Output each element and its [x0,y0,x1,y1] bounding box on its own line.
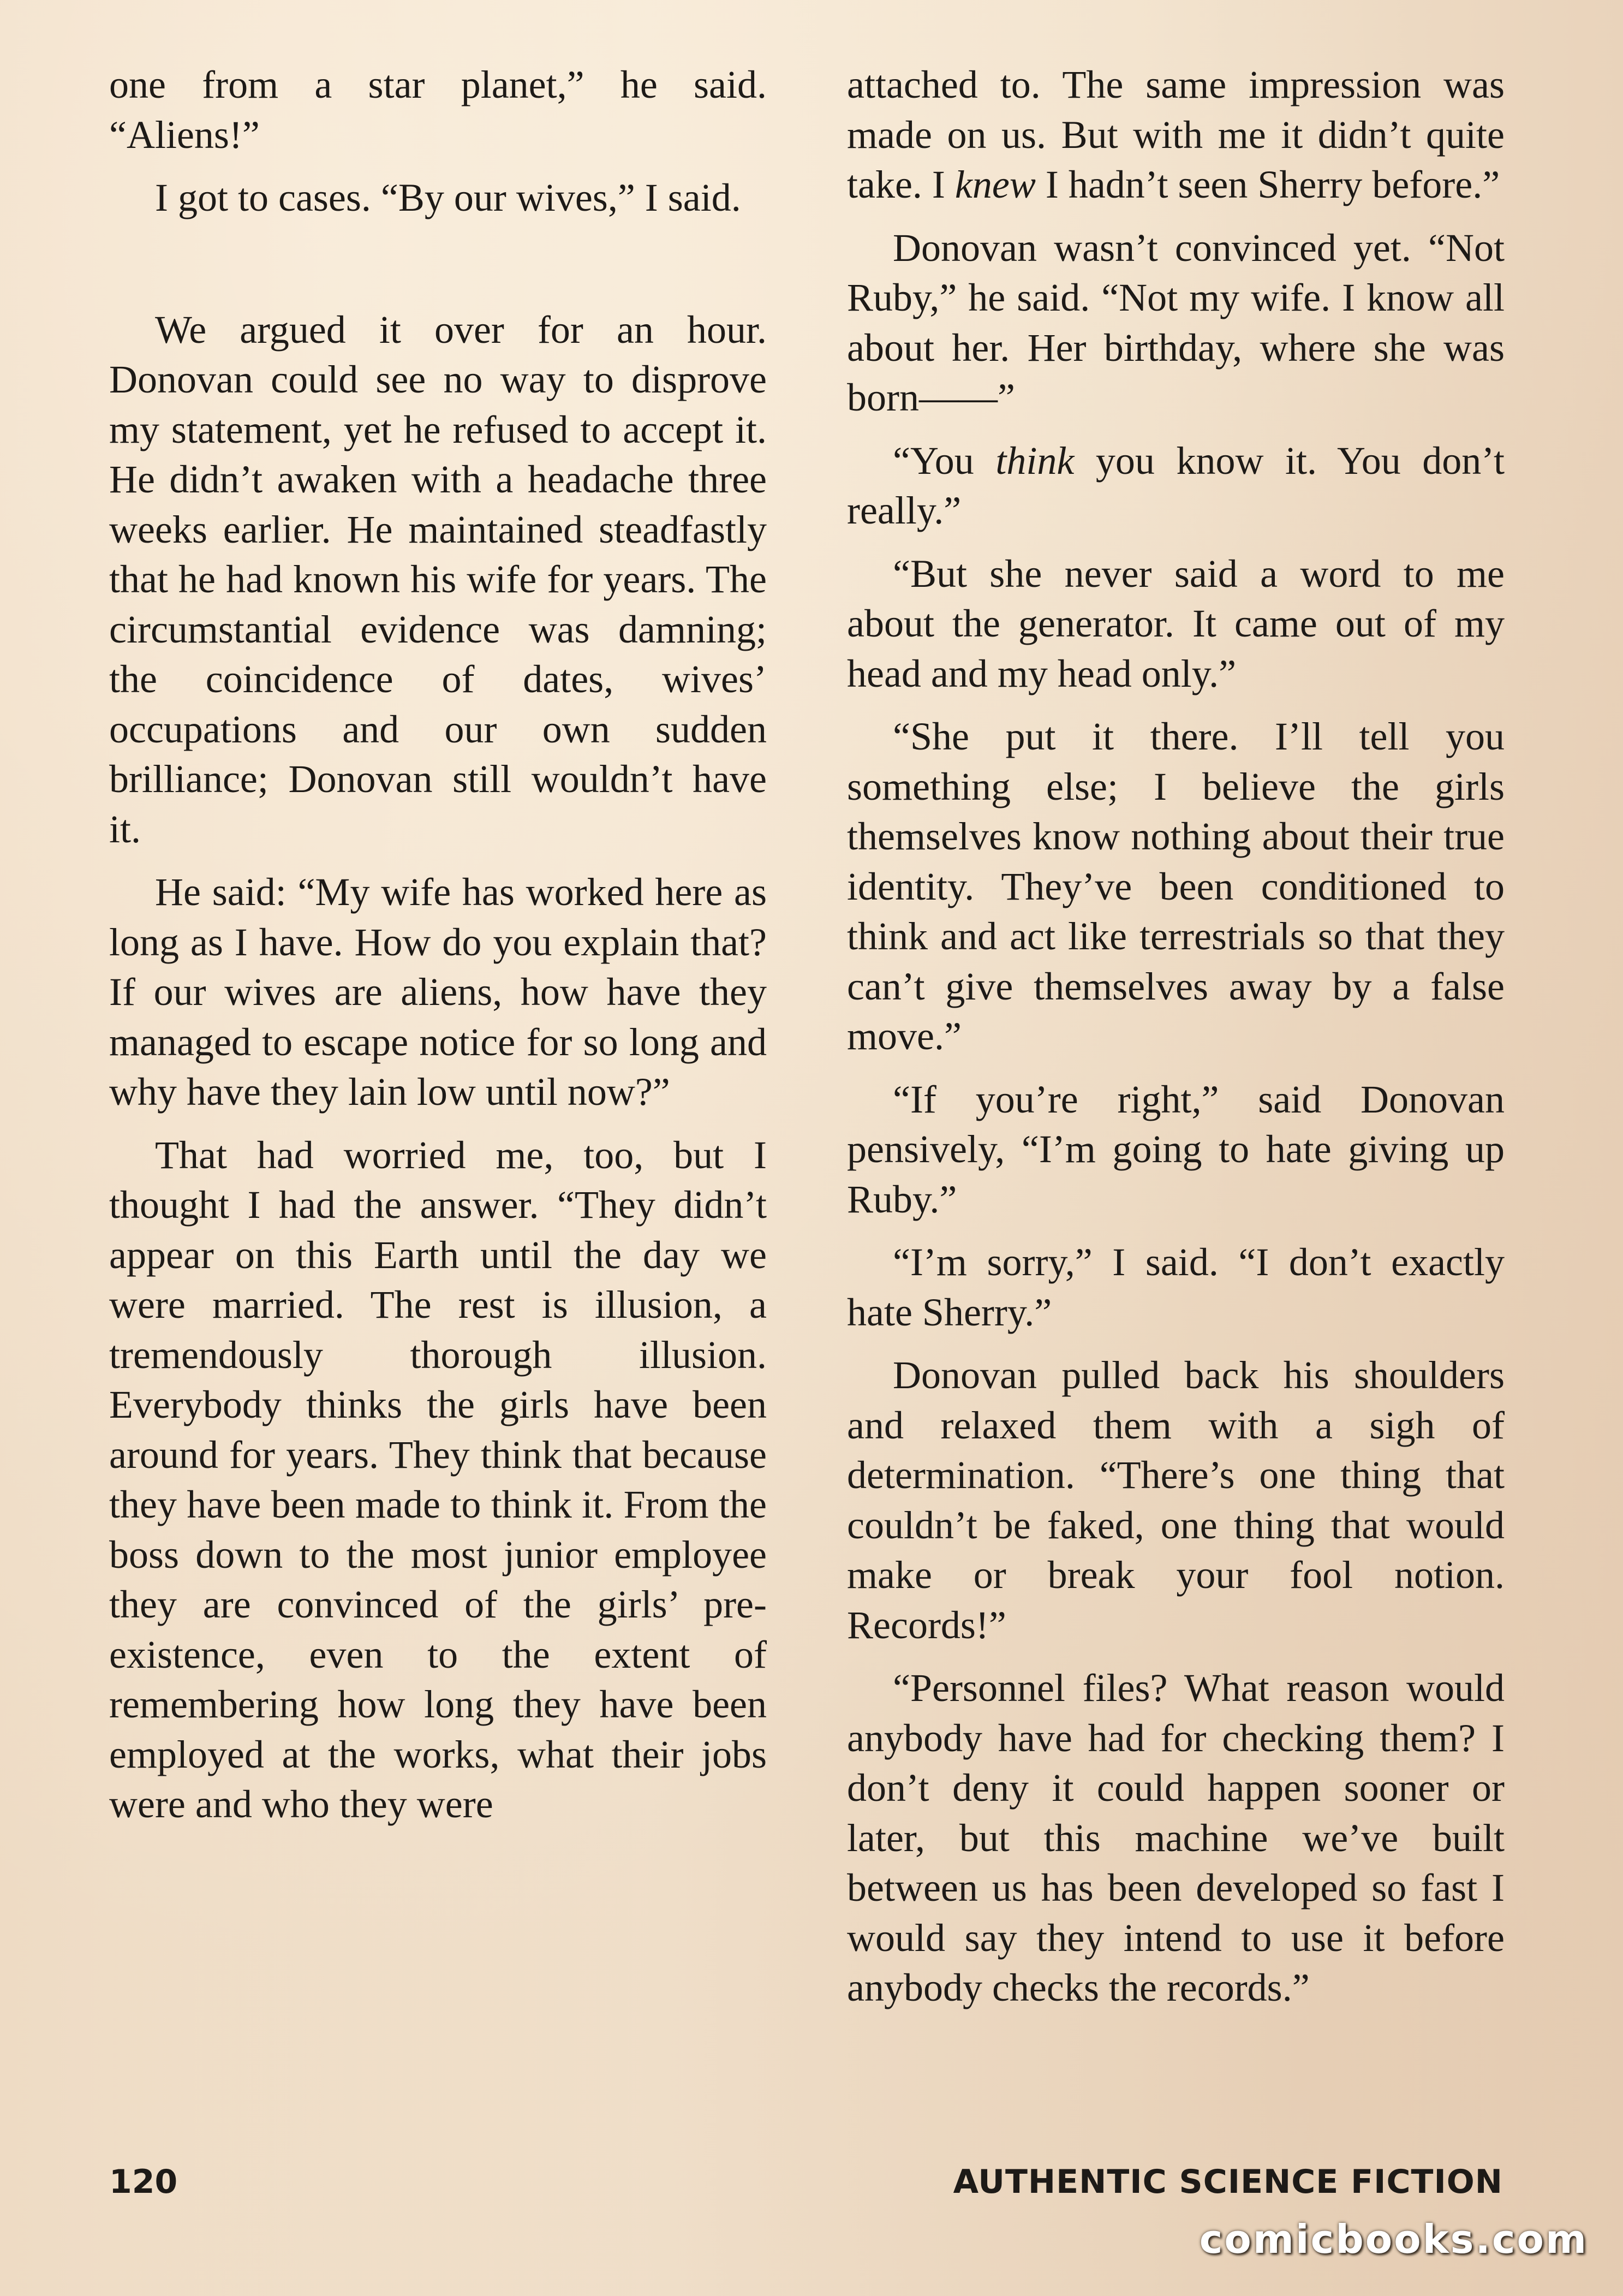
paragraph: “But she never said a word to me about the generator. It came out of my head and my head only.” [847,551,1505,695]
italic-text: knew [954,163,1036,206]
paragraph: He said: “My wife has worked here as long as I have. How do you explain that? If our wives are aliens, how have they managed to escape notice for so long and why have they lain low until now?” [109,870,767,1114]
text-run: you know it. You don’t really.” [847,438,1505,532]
paragraph: That had worried me, too, but I thought I had the answer. “They didn’t appear on this Earth until the day we were married. The rest is illusion, a tremendously thorough illusion. Everybody thinks the girls have been around for years. They think that because they have been made to think it. From the boss down to the most junior employee they are convinced of the girls’ pre-existence, even to the extent of remembering how long they have been employed at the works, what their jobs were and who they were [109,1133,767,1826]
paragraph: I got to cases. “By our wives,” I said. [155,176,741,219]
italic-text: think [995,438,1075,483]
paragraph: “She put it there. I’ll tell you something else; I believe the girls themselves know nothing about their true identity. They’ve been conditioned to think and act like terrestrials so that they can’t give themselves away by a false move.” [847,715,1505,1058]
paragraph: Donovan pulled back his shoulders and relaxed them with a sigh of determination. “There’s one thing that couldn’t be faked, one thing that would make or break your fool notion. Records!” [847,1353,1505,1647]
page-number: 120 [109,2163,178,2201]
text-run: attached to. The same impression was made on us. But with me it didn’t quite take. I [847,63,1505,206]
paragraph: “If you’re right,” said Donovan pensively, “I’m going to hate giving up Ruby.” [847,1077,1505,1221]
paragraph: one from a star planet,” he said. “Aliens!” [109,63,767,157]
left-text-column [109,60,767,1843]
paragraph [847,60,1505,210]
paragraph: “I’m sorry,” I said. “I don’t exactly hate Sherry.” [847,1240,1505,1334]
text-run: “You [893,438,996,483]
watermark: comicbooks.com [1199,2216,1588,2262]
paragraph [847,436,1505,536]
text-run: I hadn’t seen Sherry before.” [1035,163,1500,206]
paragraph: Donovan wasn’t convinced yet. “Not Ruby,” he said. “Not my wife. I know all about her. Her birthday, where she was born——” [847,225,1505,419]
paragraph: “Personnel files? What reason would anybody have had for checking them? I don’t deny it could happen sooner or later, but this machine we’ve built between us has been developed so fast I would say they intend to use it before anybody checks the records.” [847,1666,1505,2009]
publication-title: AUTHENTIC SCIENCE FICTION [953,2163,1503,2201]
right-text-column [847,60,1505,2026]
paragraph: We argued it over for an hour. Donovan could see no way to disprove my statement, yet he refused to accept it. He didn’t awaken with a headache three weeks earlier. He maintained steadfastly that he had known his wife for years. The circumstantial evidence was damning; the coincidence of dates, wives’ occupations and our own sudden brilliance; Donovan still wouldn’t have it. [109,307,767,851]
